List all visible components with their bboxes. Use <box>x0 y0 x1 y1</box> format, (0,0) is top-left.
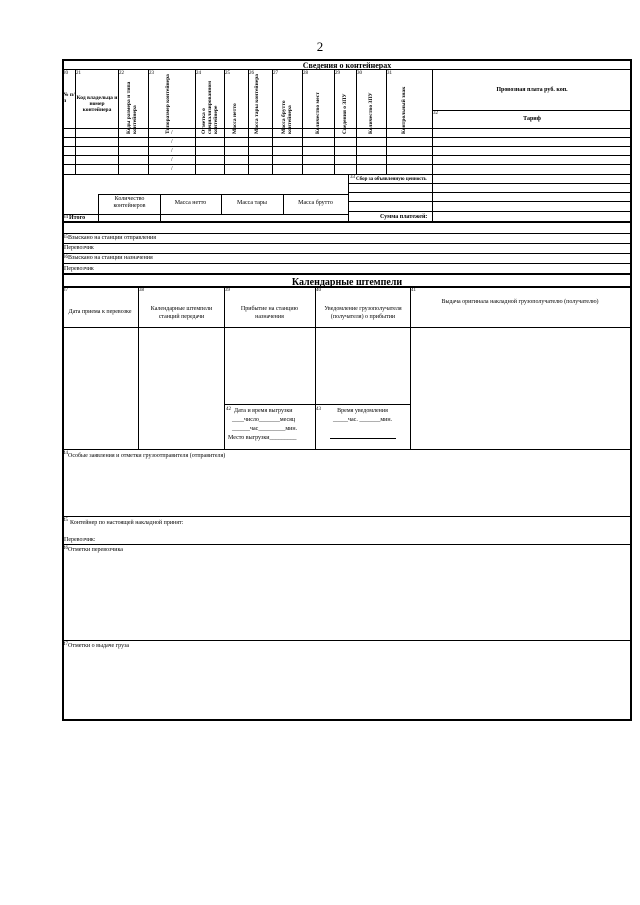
slash-row-2: / <box>171 139 173 145</box>
stamp-transfer: Календарные штемпели станций передачи <box>150 306 213 320</box>
total-containers-label: Количество контейнеров <box>113 196 146 209</box>
rule-line <box>348 201 632 202</box>
col-owner-code: Код владельца и номер контейнера <box>76 95 118 113</box>
rule-line <box>62 137 632 138</box>
field-number: 34 <box>63 215 68 220</box>
carrier-destination: Перевозчик <box>64 266 94 272</box>
field-number: 23 <box>149 71 154 76</box>
rule-line <box>224 69 225 175</box>
page-number: 2 <box>316 39 324 54</box>
declared-value-fee: Сбор за объявленную ценность <box>356 177 427 182</box>
rule-line <box>148 69 149 175</box>
rule-line <box>334 69 335 175</box>
notice-time: _____час. _______мин. <box>332 417 393 423</box>
field-number: 24 <box>196 71 201 76</box>
stamp-delivery: Выдача оригинала накладной грузополучателю (получателю) <box>441 299 599 305</box>
col-control-mark: Контрольный знак <box>401 86 407 134</box>
total-gross-label: Масса брутто <box>298 200 333 206</box>
total-label: Итого <box>69 215 86 221</box>
field-number: 29 <box>335 71 340 76</box>
tariff-label: Тариф <box>523 116 541 122</box>
rule-line <box>432 110 632 111</box>
rule-line <box>62 221 632 223</box>
rule-line <box>62 327 632 328</box>
field-number: 35 <box>63 235 68 240</box>
col-specialized: Отметка о специализированном контейнере <box>201 81 219 134</box>
carrier-accepted: Перевозчик: <box>64 537 96 543</box>
rule-line <box>348 211 632 212</box>
rule-line <box>118 69 119 175</box>
rule-line <box>160 194 161 221</box>
rule-line <box>62 640 632 641</box>
rule-line <box>432 128 632 129</box>
slash-row-5: / <box>171 166 173 172</box>
field-number: 37 <box>63 288 68 293</box>
rule-line <box>62 128 432 129</box>
container-accepted: Контейнер по настоящей накладной принят: <box>70 520 184 526</box>
slash-row-3: / <box>171 148 173 154</box>
payments-sum-label: Сумма платежей: <box>380 214 428 220</box>
rule-line <box>62 263 632 264</box>
col-net-mass: Масса нетто <box>232 103 238 134</box>
field-number: 46 <box>63 546 68 551</box>
rule-line <box>386 69 387 175</box>
rule-line <box>62 286 632 288</box>
col-zpu-info: Сведения о ЗПУ <box>342 93 348 134</box>
rule-line <box>75 69 76 175</box>
field-number: 22 <box>119 71 124 76</box>
carrier-notes: Отметки перевозчика <box>68 547 123 553</box>
rule-line <box>98 194 348 195</box>
col-typesize: Типоразмер контейнера <box>165 74 171 134</box>
field-number: 45 <box>63 518 68 523</box>
containers-title: Сведения о контейнерах <box>302 61 392 70</box>
special-remarks: Особые заявления и отметки грузоотправителя (отправителя) <box>68 453 226 459</box>
rule-line <box>248 69 249 175</box>
rule-line <box>138 286 139 449</box>
field-number: 33 <box>350 175 355 180</box>
total-tare-label: Масса тары <box>237 200 267 206</box>
rule-line <box>62 449 632 450</box>
col-zpu-count: Количество ЗПУ <box>368 92 374 134</box>
col-number: № п/п <box>63 92 75 104</box>
field-number: 31 <box>387 71 392 76</box>
rule-line <box>62 544 632 545</box>
rule-line <box>348 174 349 221</box>
unload-place: Место выгрузки_________ <box>228 435 297 441</box>
field-number: 20 <box>63 71 68 76</box>
field-number: 41 <box>411 288 416 293</box>
rule-line <box>62 516 632 517</box>
field-number: 32 <box>433 111 438 116</box>
stamps-title: Календарные штемпели <box>291 277 403 288</box>
field-number: 44 <box>63 451 68 456</box>
rule-line <box>410 286 411 449</box>
unload-date: ____число_______месяц <box>232 417 296 423</box>
notice-title: Время уведомления <box>337 408 388 414</box>
slash-row-1: / <box>171 130 173 136</box>
rule-line <box>62 155 632 156</box>
field-number: 36 <box>63 255 68 260</box>
rule-line <box>224 404 410 405</box>
unload-title: Дата и время выгрузки <box>234 408 293 414</box>
rule-line <box>62 214 348 215</box>
rule-line <box>224 286 225 449</box>
field-number: 21 <box>76 71 81 76</box>
stamp-acceptance: Дата приема к перевозке <box>68 309 132 315</box>
field-number: 38 <box>139 288 144 293</box>
unload-time: ______час_________мин. <box>232 426 298 432</box>
col-gross-mass: Масса брутто контейнера <box>281 100 293 134</box>
rule-line <box>62 243 632 244</box>
rule-line <box>62 253 632 254</box>
rule-line <box>272 69 273 175</box>
field-number: 26 <box>249 71 254 76</box>
col-size-type: Коды размера и типа контейнера <box>126 81 138 134</box>
field-number: 25 <box>225 71 230 76</box>
rule-line <box>62 233 632 234</box>
rule-line <box>302 69 303 175</box>
carrier-departure: Перевозчик <box>64 245 94 251</box>
field-number: 47 <box>63 642 68 647</box>
charged-departure: Взыскано на станции отправления <box>68 235 157 241</box>
field-number: 27 <box>273 71 278 76</box>
rule-line <box>62 146 632 147</box>
field-number: 28 <box>303 71 308 76</box>
field-number: 39 <box>225 288 230 293</box>
rule-line <box>348 192 632 193</box>
stamp-notification: Уведомление грузополучателя (получателя) о прибытии <box>324 306 402 320</box>
col-tare-mass: Масса тары контейнера <box>254 73 260 134</box>
rule-line <box>348 183 632 184</box>
field-number: 43 <box>316 407 321 412</box>
slash-row-4: / <box>171 157 173 163</box>
rule-line <box>62 273 632 275</box>
stamp-arrival: Прибытие на станцию назначения <box>240 306 299 320</box>
rule-line <box>195 69 196 175</box>
rule-line <box>356 69 357 175</box>
field-number: 40 <box>316 288 321 293</box>
col-places: Количество мест <box>315 92 321 134</box>
payment-header: Провозная плата руб. коп. <box>496 87 568 93</box>
rule-line <box>315 286 316 449</box>
rule-line <box>62 174 632 175</box>
rule-line <box>62 164 632 165</box>
rule-line <box>330 438 396 439</box>
field-number: 30 <box>357 71 362 76</box>
field-number: 42 <box>226 407 231 412</box>
charged-destination: Взыскано на станции назначения <box>68 255 153 261</box>
total-net-label: Масса нетто <box>174 200 207 206</box>
delivery-notes: Отметки о выдаче груза <box>68 643 130 649</box>
